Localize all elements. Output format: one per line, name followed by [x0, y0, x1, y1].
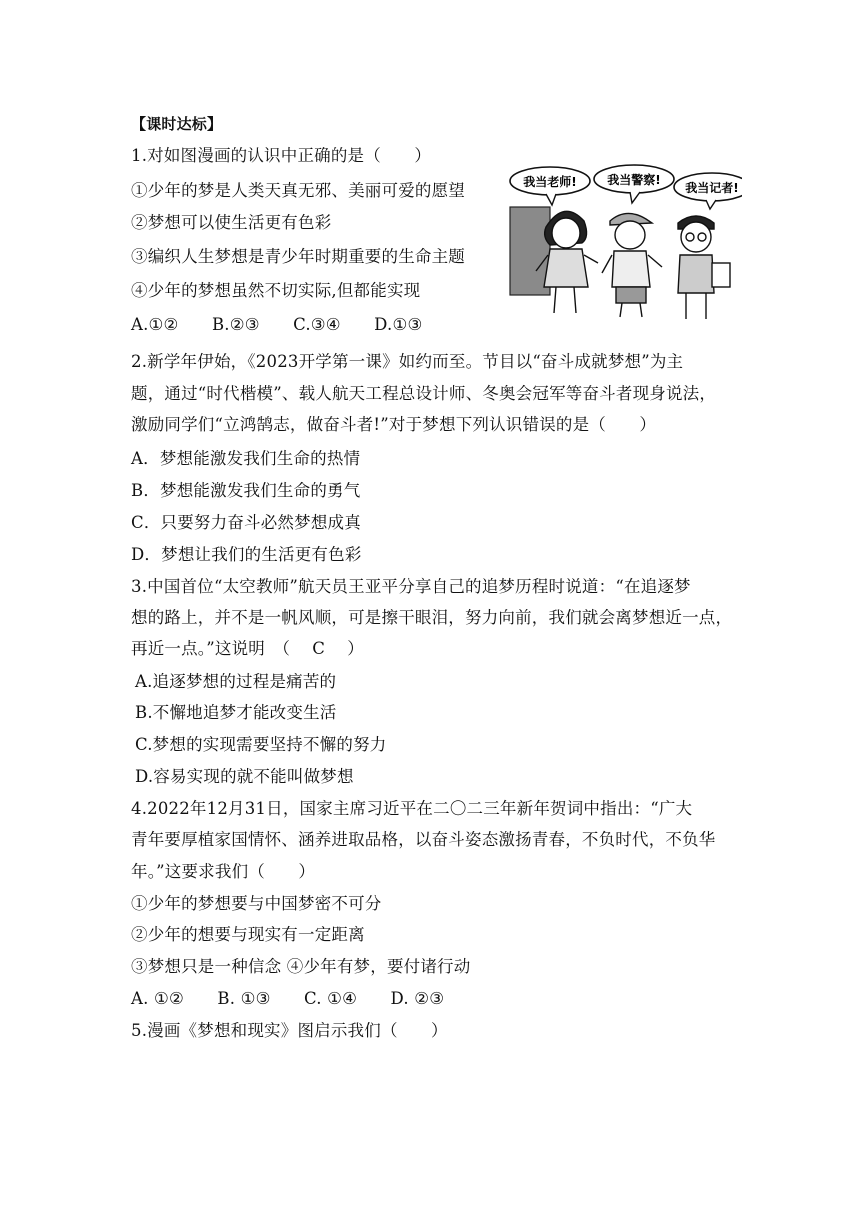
q2-option-c: C．只要努力奋斗必然梦想成真: [131, 513, 361, 532]
q2-stem-line-3: 激励同学们“立鸿鹄志，做奋斗者!”对于梦想下列认识错误的是（ ）: [131, 415, 657, 434]
q4-statement-2: ②少年的想要与现实有一定距离: [131, 925, 365, 944]
q3-option-c: C.梦想的实现需要坚持不懈的努力: [135, 735, 387, 754]
bubble-text-reporter: 我当记者!: [685, 181, 739, 195]
q2-stem-line-2: 题，通过“时代楷模”、载人航天工程总设计师、冬奥会冠军等奋斗者现身说法，: [131, 384, 717, 403]
q4-options: A. ①② B. ①③ C. ①④ D. ②③: [131, 989, 445, 1008]
q2-option-a: A．梦想能激发我们生命的热情: [131, 449, 361, 468]
q4-stem-line-3: 年。”这要求我们（ ）: [131, 862, 316, 881]
speech-bubble-teacher: [510, 167, 590, 205]
q2-option-d: D．梦想让我们的生活更有色彩: [131, 545, 362, 564]
q2-stem-line-1: 2.新学年伊始，《2023开学第一课》如约而至。节目以“奋斗成就梦想”为主: [131, 352, 684, 371]
q1-stem: 1.对如图漫画的认识中正确的是（ ）: [131, 146, 432, 165]
q3-stem-line-1: 3.中国首位“太空教师”航天员王亚平分享自己的追梦历程时说道：“在追逐梦: [131, 577, 691, 596]
q3-option-a: A.追逐梦想的过程是痛苦的: [135, 672, 337, 691]
speech-bubble-police: [594, 165, 674, 203]
q4-statement-1: ①少年的梦想要与中国梦密不可分: [131, 894, 382, 913]
boy-reporter-figure: [678, 216, 730, 319]
q1-statement-1: ①少年的梦是人类天真无邪、美丽可爱的愿望: [131, 181, 465, 200]
section-title: 【课时达标】: [131, 115, 223, 133]
q4-statement-3-4: ③梦想只是一种信念 ④少年有梦，要付诸行动: [131, 957, 471, 976]
boy-police-figure: [602, 213, 662, 317]
q3-option-d: D.容易实现的就不能叫做梦想: [135, 767, 354, 786]
q3-stem-line-2: 想的路上，并不是一帆风顺，可是擦干眼泪，努力向前，我们就会离梦想近一点，: [131, 608, 733, 627]
q1-statement-2: ②梦想可以使生活更有色彩: [131, 213, 332, 232]
q1-options: A.①② B.②③ C.③④ D.①③: [131, 315, 423, 334]
q1-statement-4: ④少年的梦想虽然不切实际,但都能实现: [131, 281, 421, 300]
speech-bubble-reporter: [674, 173, 742, 209]
cartoon-image: [506, 163, 742, 320]
q3-stem-line-3: 再近一点。”这说明 （ C ）: [131, 639, 364, 658]
bubble-text-teacher: 我当老师!: [523, 175, 577, 189]
q3-option-b: B.不懈地追梦才能改变生活: [135, 703, 337, 722]
q1-statement-3: ③编织人生梦想是青少年时期重要的生命主题: [131, 247, 465, 266]
q4-stem-line-2: 青年要厚植家国情怀、涵养进取品格，以奋斗姿态激扬青春，不负时代，不负华: [131, 830, 716, 849]
q4-stem-line-1: 4.2022年12月31日，国家主席习近平在二〇二三年新年贺词中指出：“广大: [131, 799, 693, 818]
blackboard-shape: [510, 207, 550, 295]
q2-option-b: B．梦想能激发我们生命的勇气: [131, 481, 361, 500]
q5-stem: 5.漫画《梦想和现实》图启示我们（ ）: [131, 1021, 448, 1040]
bubble-text-police: 我当警察!: [607, 173, 661, 187]
